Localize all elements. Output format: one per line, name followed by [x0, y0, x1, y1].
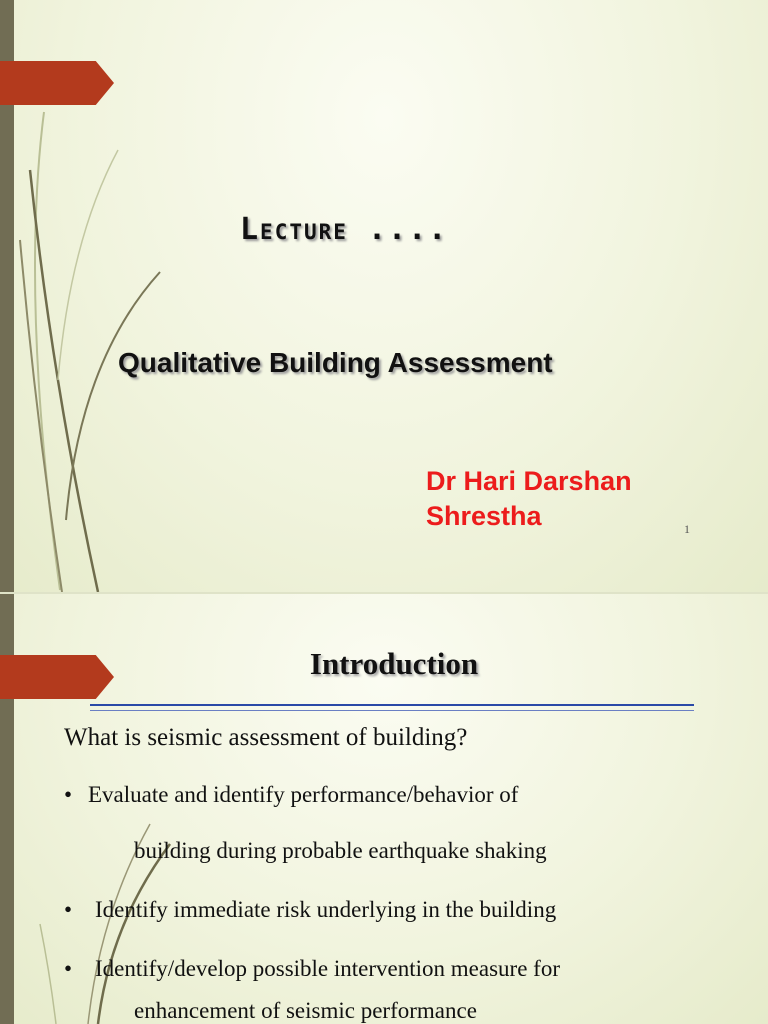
page-number: 1 — [684, 522, 690, 536]
bullet-1-line-1: Evaluate and identify performance/behavior of — [88, 782, 519, 807]
question-heading: What is seismic assessment of building? — [64, 724, 468, 751]
slide-title: Introduction — [309, 646, 479, 681]
bullet-1-line-2: building during probable earthquake shaking — [134, 838, 547, 863]
author-line-1: Dr Hari Darshan — [426, 466, 632, 496]
bullet-marker: • — [64, 956, 73, 981]
title-underline — [90, 704, 694, 711]
slide-subtitle: Qualitative Building Assessment — [118, 347, 553, 378]
lecture-title: Lecture .... — [240, 212, 449, 247]
author-line-2: Shrestha — [426, 501, 542, 531]
introduction-slide — [0, 594, 768, 1024]
bullet-2-line-1: Identify immediate risk underlying in the building — [95, 897, 557, 922]
accent-arrow — [0, 61, 114, 105]
bullet-marker: • — [64, 782, 73, 807]
bullet-3-line-2: enhancement of seismic performance — [134, 998, 477, 1023]
bullet-3-line-1: Identify/develop possible intervention measure for — [95, 956, 560, 981]
bullet-marker: • — [64, 897, 73, 922]
author-name — [426, 464, 632, 534]
